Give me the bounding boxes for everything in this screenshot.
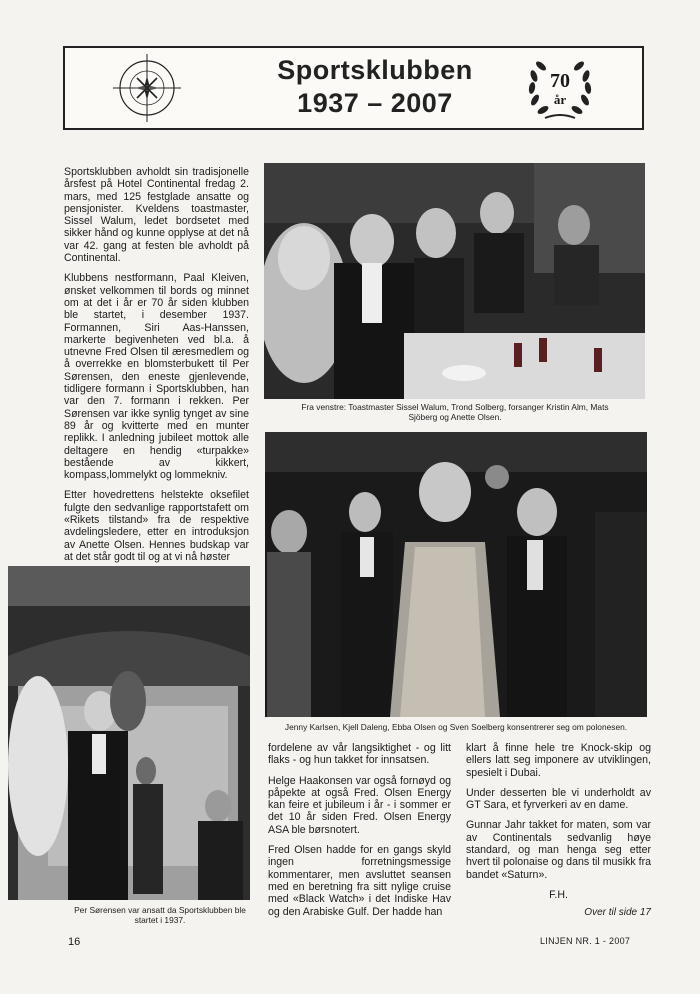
article-column-2: [268, 742, 451, 926]
paragraph: klart å finne hele tre Knock-skip og ellers latt seg imponere av utviklingen, spesielt i Dubai.: [466, 742, 651, 779]
title-line-2: 1937 – 2007: [297, 88, 453, 118]
anniversary-badge: [523, 52, 597, 126]
paragraph: Under desserten ble vi underholdt av GT Sara, et fyrverkeri av en dame.: [466, 786, 651, 812]
sportsklubb-logo-icon: [113, 54, 181, 122]
paragraph: Gunnar Jahr takket for maten, som var av Continentals sedvanlig høye standard, og man henga seg etter hvert til polonaise og dans til musikk fra bandet «Saturn».: [466, 819, 651, 881]
photo-caption-left: Per Sørensen var ansatt da Sportsklubben ble startet i 1937.: [74, 905, 246, 925]
paragraph: fordelene av vår langsiktighet - og litt flaks - og hun takket for innsatsen.: [268, 742, 451, 767]
photo-caption-middle: Jenny Karlsen, Kjell Daleng, Ebba Olsen og Sven Soelberg konsentrerer seg om polonesen.: [284, 722, 628, 732]
page-number: 16: [68, 936, 81, 948]
polonaise-image: [265, 432, 647, 717]
article-column-3: [466, 742, 651, 920]
page-title: [245, 54, 505, 120]
badge-number: 70: [550, 70, 570, 92]
photo-per-sorensen: [8, 566, 250, 900]
photo-polonaise: [265, 432, 647, 717]
paragraph: Sportsklubben avholdt sin tradisjonelle årsfest på Hotel Continental fredag 2. mars, med 125 festglade ansatte og pensjonister. Kveldens toastmaster, Sissel Walum, ledet bordsetet med sikker hånd og kunne opplyse at det nå var 42. gang at festen ble avholdt på Continental.: [64, 166, 249, 265]
photo-caption-top: Fra venstre: Toastmaster Sissel Walum, Trond Solberg, forsanger Kristin Alm, Mats Sjöberg og Anette Olsen.: [301, 402, 609, 422]
photo-dinner-table: [264, 163, 645, 399]
paragraph: Helge Haakonsen var også fornøyd og påpekte at også Fred. Olsen Energy kan feire et jubileum i år - i sommer er det 10 år siden Fred. Olsen Energy ASA ble børsnotert.: [268, 774, 451, 836]
title-line-1: Sportsklubben: [277, 55, 473, 85]
publication-info: LINJEN NR. 1 - 2007: [540, 936, 631, 946]
article-column-1: [64, 166, 249, 571]
dinner-table-image: [264, 163, 645, 399]
author-signature: F.H.: [549, 888, 568, 901]
continued-link[interactable]: Over til side 17: [584, 907, 651, 919]
badge-unit: år: [553, 92, 567, 107]
per-sorensen-image: [8, 566, 250, 900]
paragraph: Etter hovedrettens helstekte oksefilet fulgte den sedvanlige rapportstafett om «Rikets tilstand» fra de respektive avdelingsledere, etter en introduksjon av Anette Olsen. Hennes budskap var at det står godt til og at vi nå høster: [64, 489, 249, 563]
paragraph: Fred Olsen hadde for en gangs skyld ingen forretningsmessige kommentarer, men avsluttet seansen med en beretning fra sitt nylige cruise med «Black Watch» i det Indiske Hav og den Arabiske Gulf. Der hadde han: [268, 844, 451, 918]
paragraph: Klubbens nestformann, Paal Kleiven, ønsket velkommen til bords og minnet om at det i år er 70 år siden klubben ble startet, i desember 1937. Formannen, Siri Aas-Hanssen, markerte begivenheten ved bl.a. å utnevne Fred Olsen til æresmedlem og å overrekke en blomsterbukett til Per Sørensen, den eneste gjenlevende, tidligere formann i Sportsklubben, han var den 7. formann i rekken. Per Sørensen var ikke synlig tynget av sine 89 år og kvitterte med en munter replikk. I anledning jubileet mottok alle deltagere en hendig «turpakke» bestående av kikkert, kompass,lommelykt og lommekniv.: [64, 272, 249, 482]
article-header: [63, 46, 644, 130]
